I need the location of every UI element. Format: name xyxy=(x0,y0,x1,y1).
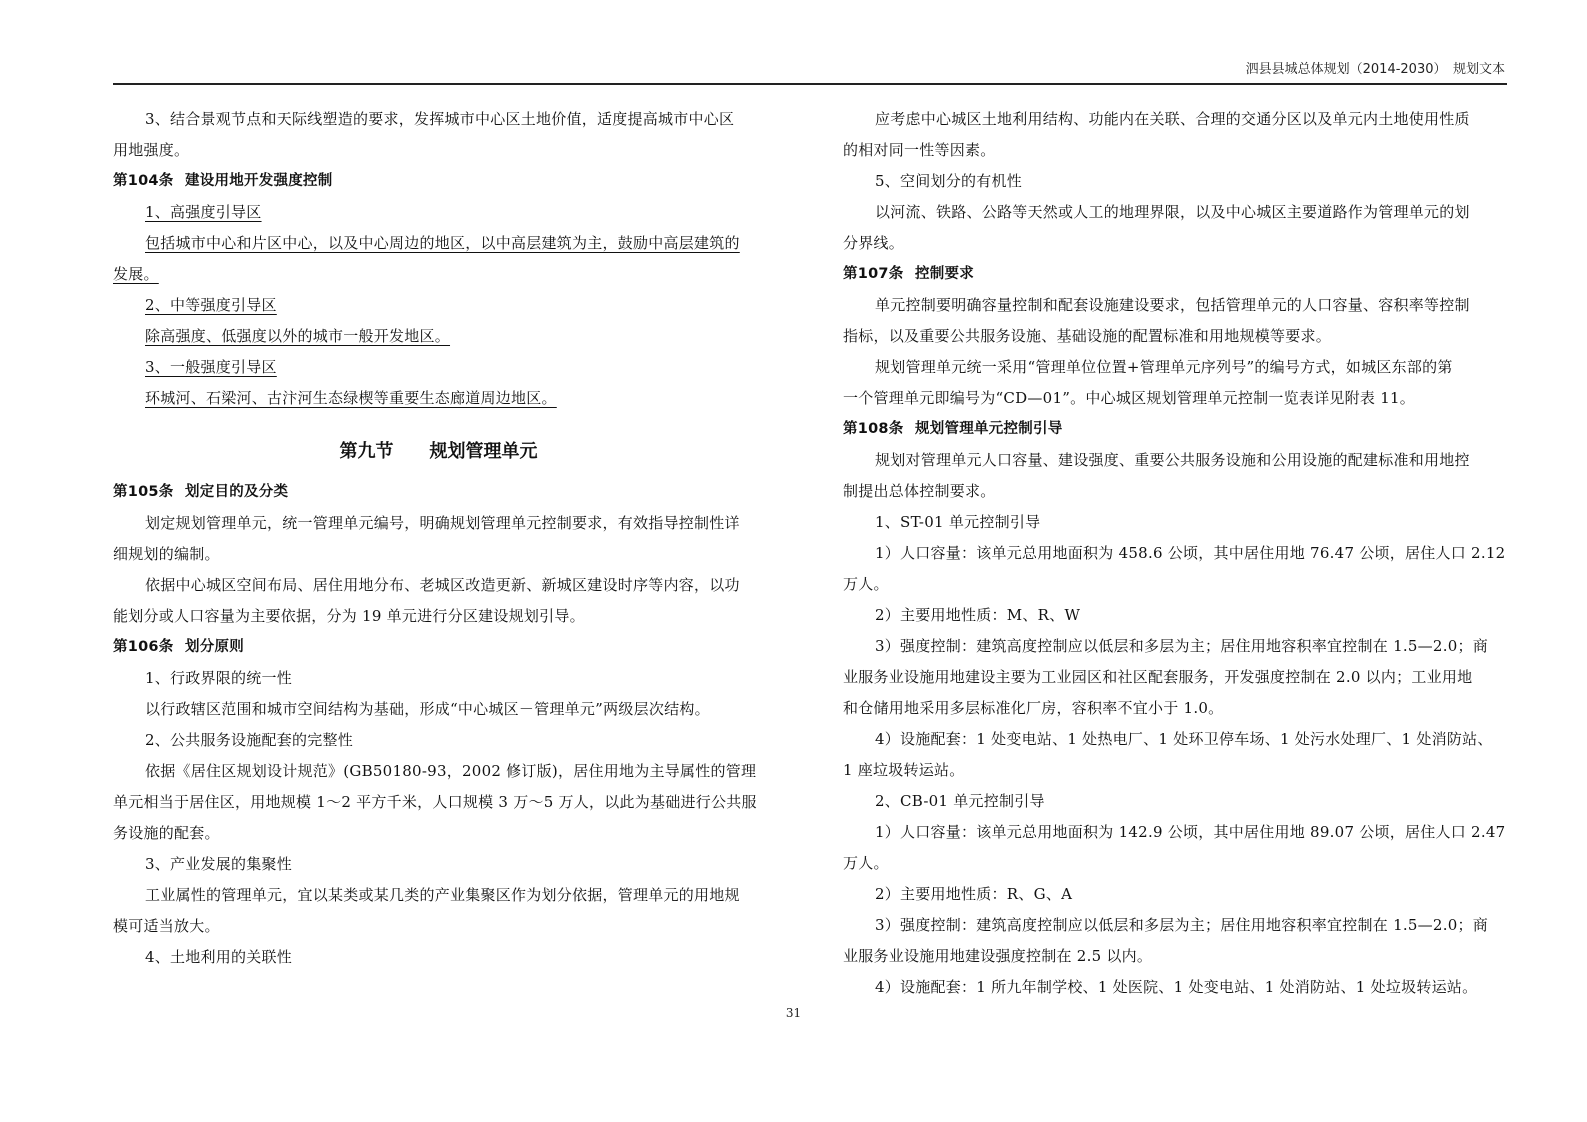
paragraph-line: 4）设施配套：1 处变电站、1 处热电厂、1 处环卫停车场、1 处污水处理厂、1 处消防站、 xyxy=(875,730,1493,748)
paragraph-line: 分界线。 xyxy=(843,234,905,252)
running-header: 泗县县城总体规划（2014-2030） 规划文本 xyxy=(1245,62,1505,77)
left-column xyxy=(113,104,764,973)
paragraph-line: 1 座垃圾转运站。 xyxy=(843,761,965,779)
paragraph-line: 4、土地利用的关联性 xyxy=(145,948,293,966)
article-number: 第104条 xyxy=(113,173,174,189)
paragraph-line: 1、行政界限的统一性 xyxy=(145,669,293,687)
section-name: 规划管理单元 xyxy=(429,441,538,462)
page-number: 31 xyxy=(785,1006,802,1020)
paragraph-line: 依据《居住区规划设计规范》(GB50180-93，2002 修订版)，居住用地为主导属性的管理 xyxy=(145,762,757,780)
paragraph-line: 以河流、铁路、公路等天然或人工的地理界限，以及中心城区主要道路作为管理单元的划 xyxy=(875,203,1470,221)
article-title: 划定目的及分类 xyxy=(185,484,289,500)
paragraph-line: 务设施的配套。 xyxy=(113,824,220,842)
article-number: 第105条 xyxy=(113,484,174,500)
paragraph-line: 业服务业设施用地建设强度控制在 2.5 以内。 xyxy=(843,947,1153,965)
paragraph-line: 2、公共服务设施配套的完整性 xyxy=(145,731,354,749)
header-rule xyxy=(113,83,1507,85)
paragraph-line: 2）主要用地性质：M、R、W xyxy=(875,606,1081,624)
paragraph-line: 万人。 xyxy=(843,575,889,593)
paragraph-line: 5、空间划分的有机性 xyxy=(875,172,1023,190)
paragraph-line: 划定规划管理单元，统一管理单元编号，明确规划管理单元控制要求，有效指导控制性详 xyxy=(145,514,740,532)
article-title: 控制要求 xyxy=(915,266,974,282)
paragraph-line: 用地强度。 xyxy=(113,141,190,159)
paragraph-line: 3）强度控制：建筑高度控制应以低层和多层为主；居住用地容积率宜控制在 1.5—2.0；商 xyxy=(875,637,1489,655)
article-104-heading xyxy=(113,166,764,197)
paragraph-line: 3、结合景观节点和天际线塑造的要求，发挥城市中心区土地价值，适度提高城市中心区 xyxy=(145,110,735,128)
article-105-heading xyxy=(113,477,764,508)
article-107-heading xyxy=(843,259,1494,290)
paragraph-line: 制提出总体控制要求。 xyxy=(843,482,996,500)
article-number: 第108条 xyxy=(843,421,904,437)
paragraph-line: 规划对管理单元人口容量、建设强度、重要公共服务设施和公用设施的配建标准和用地控 xyxy=(875,451,1470,469)
paragraph-line: 包括城市中心和片区中心，以及中心周边的地区，以中高层建筑为主，鼓励中高层建筑的 xyxy=(145,234,740,252)
paragraph-line: 1）人口容量：该单元总用地面积为 458.6 公顷，其中居住用地 76.47 公顷，居住人口 2.12 xyxy=(875,544,1506,562)
paragraph-line: 工业属性的管理单元，宜以某类或某几类的产业集聚区作为划分依据，管理单元的用地规 xyxy=(145,886,740,904)
section-number: 第九节 xyxy=(339,441,394,462)
paragraph-line: 1、高强度引导区 xyxy=(145,203,262,221)
paragraph-line: 的相对同一性等因素。 xyxy=(843,141,996,159)
article-number: 第106条 xyxy=(113,639,174,655)
paragraph-line: 应考虑中心城区土地利用结构、功能内在关联、合理的交通分区以及单元内土地使用性质 xyxy=(875,110,1470,128)
section-title xyxy=(113,436,764,467)
paragraph-line: 指标，以及重要公共服务设施、基础设施的配置标准和用地规模等要求。 xyxy=(843,327,1332,345)
paragraph-line: 业服务业设施用地建设主要为工业园区和社区配套服务，开发强度控制在 2.0 以内；工业用地 xyxy=(843,668,1473,686)
paragraph-line: 发展。 xyxy=(113,265,159,283)
article-title: 建设用地开发强度控制 xyxy=(185,173,333,189)
paragraph-line: 以行政辖区范围和城市空间结构为基础，形成“中心城区－管理单元”两级层次结构。 xyxy=(145,700,710,718)
article-title: 划分原则 xyxy=(185,639,244,655)
paragraph-line: 和仓储用地采用多层标准化厂房，容积率不宜小于 1.0。 xyxy=(843,699,1224,717)
paragraph-line: 单元控制要明确容量控制和配套设施建设要求，包括管理单元的人口容量、容积率等控制 xyxy=(875,296,1470,314)
paragraph-line: 3、一般强度引导区 xyxy=(145,358,277,376)
paragraph-line: 2、CB-01 单元控制引导 xyxy=(875,792,1045,810)
paragraph-line: 1、ST-01 单元控制引导 xyxy=(875,513,1041,531)
paragraph-line: 1）人口容量：该单元总用地面积为 142.9 公顷，其中居住用地 89.07 公顷，居住人口 2.47 xyxy=(875,823,1506,841)
paragraph-line: 除高强度、低强度以外的城市一般开发地区。 xyxy=(145,327,451,345)
paragraph-line: 单元相当于居住区，用地规模 1～2 平方千米，人口规模 3 万～5 万人，以此为基础进行公共服 xyxy=(113,793,757,811)
paragraph-line: 模可适当放大。 xyxy=(113,917,220,935)
article-108-heading xyxy=(843,414,1494,445)
paragraph-line: 2）主要用地性质：R、G、A xyxy=(875,885,1073,903)
paragraph-line: 3、产业发展的集聚性 xyxy=(145,855,293,873)
paragraph-line: 环城河、石梁河、古汴河生态绿楔等重要生态廊道周边地区。 xyxy=(145,389,557,407)
article-title: 规划管理单元控制引导 xyxy=(915,421,1063,437)
paragraph-line: 2、中等强度引导区 xyxy=(145,296,277,314)
paragraph-line: 依据中心城区空间布局、居住用地分布、老城区改造更新、新城区建设时序等内容，以功 xyxy=(145,576,740,594)
paragraph-line: 能划分或人口容量为主要依据，分为 19 单元进行分区建设规划引导。 xyxy=(113,607,585,625)
paragraph-line: 万人。 xyxy=(843,854,889,872)
right-column xyxy=(843,104,1506,1003)
article-106-heading xyxy=(113,632,764,663)
paragraph-line: 规划管理单元统一采用“管理单位位置+管理单元序列号”的编号方式，如城区东部的第 xyxy=(875,358,1453,376)
article-number: 第107条 xyxy=(843,266,904,282)
paragraph-line: 一个管理单元即编号为“CD—01”。中心城区规划管理单元控制一览表详见附表 11。 xyxy=(843,389,1416,407)
paragraph-line: 3）强度控制：建筑高度控制应以低层和多层为主；居住用地容积率宜控制在 1.5—2.0；商 xyxy=(875,916,1489,934)
paragraph-line: 4）设施配套：1 所九年制学校、1 处医院、1 处变电站、1 处消防站、1 处垃圾转运站。 xyxy=(875,978,1478,996)
paragraph-line: 细规划的编制。 xyxy=(113,545,220,563)
